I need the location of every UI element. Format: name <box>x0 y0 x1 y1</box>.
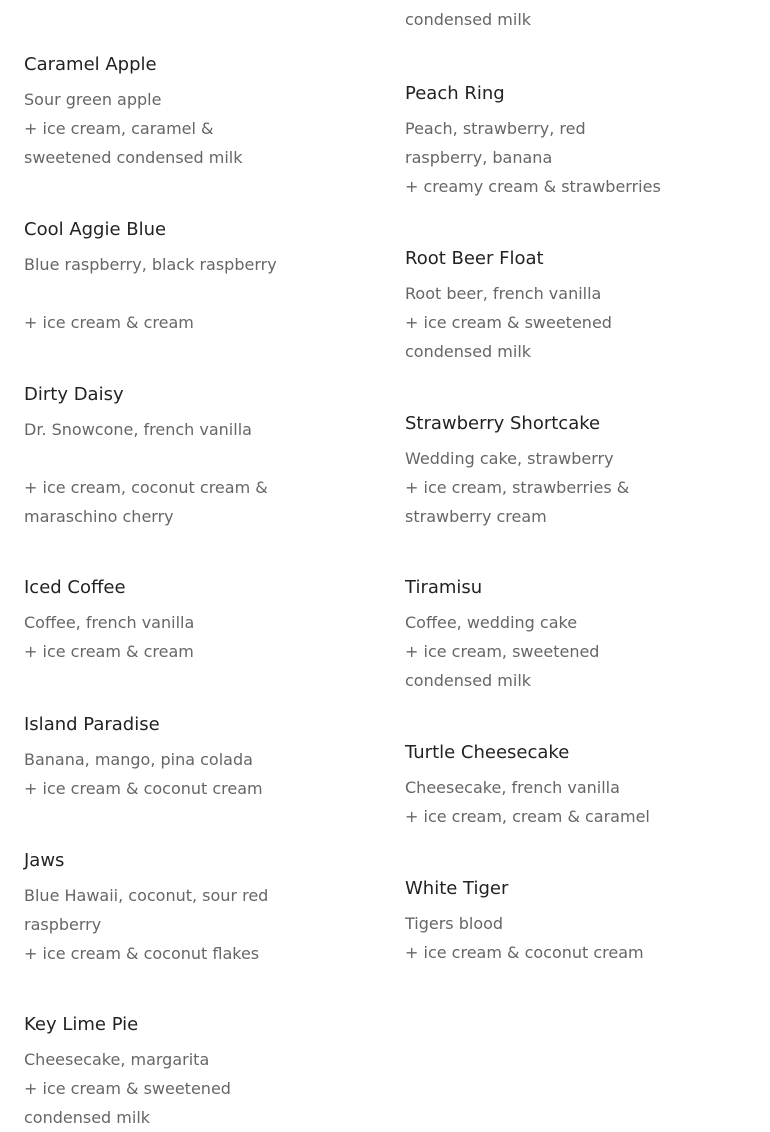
item-title: Cool Aggie Blue <box>24 219 167 240</box>
item-description: Blue raspberry, black raspberry + ice cream & cream <box>24 255 277 332</box>
item-description: Cheesecake, french vanilla + ice cream, cream & caramel <box>405 778 650 826</box>
item-description: Cheesecake, margarita + ice cream & sweetened condensed milk <box>24 1050 231 1127</box>
item-description: Root beer, french vanilla + ice cream & sweetened condensed milk <box>405 284 612 361</box>
item-title: Island Paradise <box>24 714 160 735</box>
item-title: Caramel Apple <box>24 54 157 75</box>
menu-item-tiramisu <box>405 576 599 695</box>
item-description: Coffee, wedding cake + ice cream, sweetened condensed milk <box>405 613 600 690</box>
item-title: Key Lime Pie <box>24 1014 139 1035</box>
menu-item-jaws <box>24 849 268 968</box>
item-description: Wedding cake, strawberry + ice cream, strawberries & strawberry cream <box>405 449 630 526</box>
item-title: Turtle Cheesecake <box>405 742 570 763</box>
menu-item-caramel-apple <box>24 53 242 172</box>
item-title: Root Beer Float <box>405 248 544 269</box>
menu-item-iced-coffee <box>24 576 194 666</box>
menu-item-island-paradise <box>24 713 263 803</box>
menu-item-peach-ring <box>405 82 661 201</box>
menu-item-turtle-cheesecake <box>405 741 650 831</box>
item-title: Peach Ring <box>405 83 505 104</box>
item-description: Dr. Snowcone, french vanilla + ice cream, coconut cream & maraschino cherry <box>24 420 268 526</box>
previous-item-description-fragment: condensed milk <box>405 10 532 29</box>
item-title: Dirty Daisy <box>24 384 124 405</box>
menu-item-key-lime-pie <box>24 1013 231 1132</box>
menu-item-cool-aggie-blue <box>24 218 277 337</box>
menu-item-strawberry-shortcake <box>405 412 629 531</box>
menu-item-dirty-daisy <box>24 383 268 531</box>
item-title: White Tiger <box>405 878 509 899</box>
item-description: Blue Hawaii, coconut, sour red raspberry + ice cream & coconut flakes <box>24 886 269 963</box>
item-description: Peach, strawberry, red raspberry, banana + creamy cream & strawberries <box>405 119 661 196</box>
item-title: Iced Coffee <box>24 577 126 598</box>
item-title: Jaws <box>24 850 65 871</box>
item-description: Tigers blood + ice cream & coconut cream <box>405 914 644 962</box>
item-title: Tiramisu <box>405 577 483 598</box>
item-description: Sour green apple + ice cream, caramel & sweetened condensed milk <box>24 90 243 167</box>
item-description: Coffee, french vanilla + ice cream & cream <box>24 613 195 661</box>
menu-item-white-tiger <box>405 877 644 967</box>
menu-item-root-beer-float <box>405 247 612 366</box>
item-title: Strawberry Shortcake <box>405 413 601 434</box>
item-description: Banana, mango, pina colada + ice cream & coconut cream <box>24 750 263 798</box>
